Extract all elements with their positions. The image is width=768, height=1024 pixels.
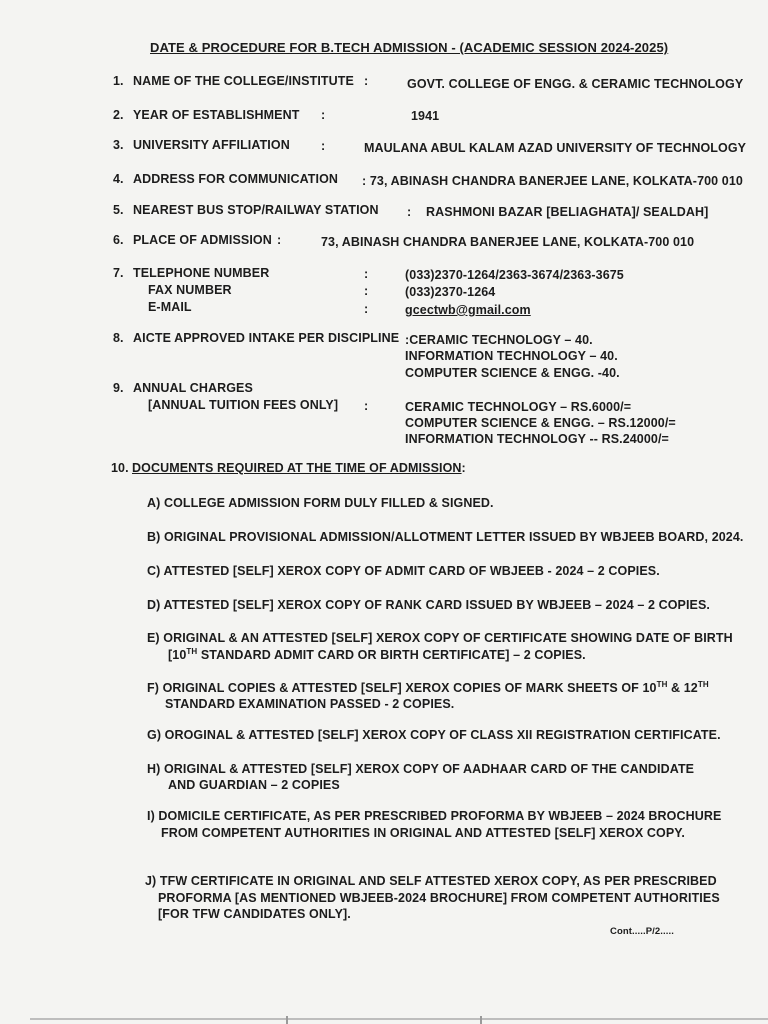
intake-line: :CERAMIC TECHNOLOGY – 40. (405, 333, 593, 347)
email-link[interactable]: gcectwb@gmail.com (405, 303, 531, 317)
bottom-tick (480, 1016, 482, 1024)
fee-line: INFORMATION TECHNOLOGY -- RS.24000/= (405, 432, 669, 446)
bottom-divider (30, 1018, 768, 1020)
document-item-b: B) ORIGINAL PROVISIONAL ADMISSION/ALLOTMENT LETTER ISSUED BY WBJEEB BOARD, 2024. (147, 530, 744, 544)
college-name-value: GOVT. COLLEGE OF ENGG. & CERAMIC TECHNOLOGY (407, 77, 744, 91)
documents-heading-colon: : (461, 461, 466, 475)
email-label: E-MAIL (148, 300, 192, 314)
text-part: STANDARD ADMIT CARD OR BIRTH CERTIFICATE] – 2 COPIES. (197, 648, 586, 662)
document-item-h-cont: AND GUARDIAN – 2 COPIES (168, 778, 340, 792)
document-item-i-cont: FROM COMPETENT AUTHORITIES IN ORIGINAL AND ATTESTED [SELF] XEROX COPY. (161, 826, 685, 840)
document-item-f (147, 681, 709, 696)
item-number: 8. (113, 331, 124, 345)
establishment-value: 1941 (411, 109, 440, 123)
item-number: 6. (113, 233, 124, 247)
text-part: [10 (168, 648, 187, 662)
item-number: 1. (113, 74, 124, 88)
documents-heading-text: DOCUMENTS REQUIRED AT THE TIME OF ADMISSION (132, 461, 462, 475)
bottom-tick (286, 1016, 288, 1024)
item-number: 10. (111, 461, 129, 475)
fax-value: (033)2370-1264 (405, 285, 496, 299)
document-item-j-cont: [FOR TFW CANDIDATES ONLY]. (158, 907, 351, 921)
document-item-f-cont: STANDARD EXAMINATION PASSED - 2 COPIES. (165, 697, 455, 711)
annual-charges-label: ANNUAL CHARGES (133, 381, 253, 395)
item-number: 3. (113, 138, 124, 152)
bus-stop-value: RASHMONI BAZAR [BELIAGHATA]/ SEALDAH] (426, 205, 709, 219)
superscript: TH (656, 679, 668, 689)
address-value: : 73, ABINASH CHANDRA BANERJEE LANE, KOLKATA-700 010 (362, 174, 743, 188)
document-item-d: D) ATTESTED [SELF] XEROX COPY OF RANK CARD ISSUED BY WBJEEB – 2024 – 2 COPIES. (147, 598, 710, 612)
item-number: 9. (113, 381, 124, 395)
document-item-h: H) ORIGINAL & ATTESTED [SELF] XEROX COPY OF AADHAAR CARD OF THE CANDIDATE (147, 762, 695, 776)
item-number: 7. (113, 266, 124, 280)
intake-label: AICTE APPROVED INTAKE PER DISCIPLINE (133, 331, 400, 345)
page-title: DATE & PROCEDURE FOR B.TECH ADMISSION - (ACADEMIC SESSION 2024-2025) (150, 40, 669, 55)
text-part: F) ORIGINAL COPIES & ATTESTED [SELF] XEROX COPIES OF MARK SHEETS OF 10 (147, 681, 657, 695)
admission-place-value: 73, ABINASH CHANDRA BANERJEE LANE, KOLKATA-700 010 (321, 235, 695, 249)
college-name-label: NAME OF THE COLLEGE/INSTITUTE (133, 74, 354, 88)
text-part: & 12 (667, 681, 698, 695)
address-label: ADDRESS FOR COMMUNICATION (133, 172, 339, 186)
fax-label: FAX NUMBER (148, 283, 232, 297)
intake-line: INFORMATION TECHNOLOGY – 40. (405, 349, 618, 363)
document-item-i: I) DOMICILE CERTIFICATE, AS PER PRESCRIBED PROFORMA BY WBJEEB – 2024 BROCHURE (147, 809, 722, 823)
separator: : (364, 267, 369, 281)
separator: : (364, 284, 369, 298)
item-number: 4. (113, 172, 124, 186)
bus-stop-label: NEAREST BUS STOP/RAILWAY STATION (133, 203, 379, 217)
item-number: 5. (113, 203, 124, 217)
document-item-e-cont (168, 648, 586, 663)
document-item-a: A) COLLEGE ADMISSION FORM DULY FILLED & SIGNED. (147, 496, 494, 510)
fee-line: CERAMIC TECHNOLOGY – RS.6000/= (405, 400, 632, 414)
document-item-c: C) ATTESTED [SELF] XEROX COPY OF ADMIT CARD OF WBJEEB - 2024 – 2 COPIES. (147, 564, 660, 578)
document-item-g: G) OROGINAL & ATTESTED [SELF] XEROX COPY OF CLASS XII REGISTRATION CERTIFICATE. (147, 728, 721, 742)
separator: : (364, 74, 369, 88)
document-item-j-cont: PROFORMA [AS MENTIONED WBJEEB-2024 BROCHURE] FROM COMPETENT AUTHORITIES (158, 891, 720, 905)
superscript: TH (186, 646, 198, 656)
item-number: 2. (113, 108, 124, 122)
telephone-value: (033)2370-1264/2363-3674/2363-3675 (405, 268, 624, 282)
documents-heading (132, 461, 466, 476)
separator: : (364, 302, 369, 316)
affiliation-value: MAULANA ABUL KALAM AZAD UNIVERSITY OF TECHNOLOGY (364, 141, 747, 155)
superscript: TH (697, 679, 709, 689)
affiliation-label: UNIVERSITY AFFILIATION (133, 138, 290, 152)
admission-place-label: PLACE OF ADMISSION (133, 233, 272, 247)
continuation-note: Cont.....P/2..... (610, 926, 674, 937)
separator: : (407, 205, 412, 219)
document-item-j: J) TFW CERTIFICATE IN ORIGINAL AND SELF ATTESTED XEROX COPY, AS PER PRESCRIBED (145, 874, 717, 888)
separator: : (321, 108, 326, 122)
tuition-fees-label: [ANNUAL TUITION FEES ONLY] (148, 398, 339, 412)
telephone-label: TELEPHONE NUMBER (133, 266, 270, 280)
separator: : (277, 233, 282, 247)
separator: : (364, 399, 369, 413)
separator: : (321, 139, 326, 153)
establishment-label: YEAR OF ESTABLISHMENT (133, 108, 300, 122)
document-item-e: E) ORIGINAL & AN ATTESTED [SELF] XEROX COPY OF CERTIFICATE SHOWING DATE OF BIRTH (147, 631, 733, 645)
intake-line: COMPUTER SCIENCE & ENGG. -40. (405, 366, 620, 380)
fee-line: COMPUTER SCIENCE & ENGG. – RS.12000/= (405, 416, 676, 430)
